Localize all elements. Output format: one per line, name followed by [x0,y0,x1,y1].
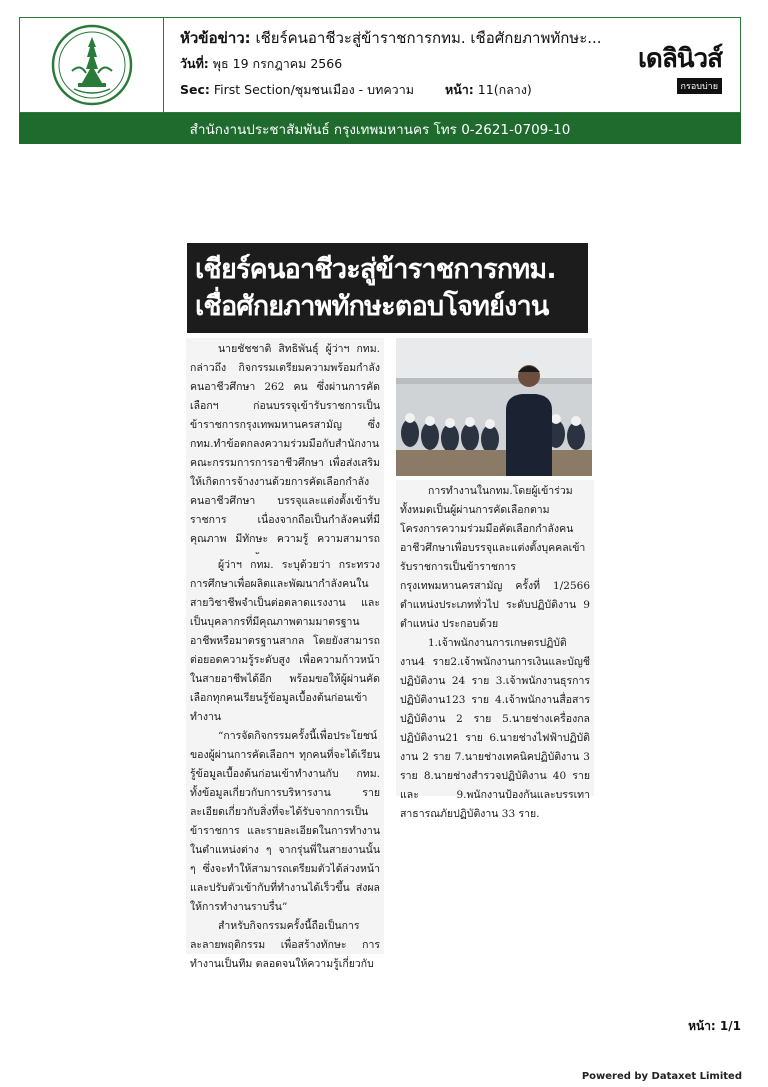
date-value: พุธ 19 กรกฎาคม 2566 [212,56,343,71]
sec-value: First Section/ชุมชนเมือง - บทความ [213,82,414,97]
brand-name: เดลินิวส์ [638,44,722,74]
article-column-1b [186,554,384,970]
headline-line-1: เชียร์คนอาชีวะสู่ข้าราชการกทม. [195,254,556,285]
date-row: วันที่: พุธ 19 กรกฎาคม 2566 [180,56,343,71]
headline-row: หัวข้อข่าว: เชียร์คนอาชีวะสู่ข้าราชการกทม. เชือศักยภาพทักษะ... [180,29,602,47]
paragraph: ผู้ว่าฯ กทม. ระบุด้วยว่า กระทรวงการศึกษาเพื่อผลิตและพัฒนากำลังคนในสายวิชาชีพจำเป็นต่อตลาดแรงงาน และเป็นบุคลากรที่มีคุณภาพตามมาตรฐานอาชีพหรือมาตรฐานสากล โดยยังสามารถต่อยอดความรู้ระดับสูง เพื่อความก้าวหน้าในสายอาชีพได้อีก พร้อมขอให้ผู้ผ่านคัดเลือกทุกคนเรียนรู้ข้อมูลเบื้องต้นก่อนเข้าทำงาน [190,559,380,723]
clipping-info [180,28,610,98]
headline-value: เชียร์คนอาชีวะสู่ข้าราชการกทม. เชือศักยภาพทักษะ... [255,29,602,47]
paragraph: สำหรับกิจกรรมครั้งนี้ถือเป็นการละลายพฤติกรรม เพื่อสร้างทักษะ การทำงานเป็นทีม ตลอดจนให้ความรู้เกี่ยวกับ [190,920,380,970]
article-column-2 [396,480,594,820]
bma-seal-icon [50,23,134,107]
photo-image [396,338,592,476]
powered-by: Powered by Dataxet Limited [581,1071,742,1082]
paragraph: การทำงานในกทม.โดยผู้เข้าร่วมทั้งหมดเป็นผู้ผ่านการคัดเลือกตามโครงการความร่วมมือคัดเลือกกำลังคนอาชีวศึกษาเพื่อบรรจุและแต่งตั้งบุคคลเข้ารับราชการเป็นข้าราชการกรุงเทพมหานครสามัญ ครั้งที่ 1/2566 ตำแหน่งประเภททั่วไป ระดับปฏิบัติงาน 9 ตำแหน่ง ประกอบด้วย [400,485,590,630]
brand-edition: กรอบบ่าย [677,78,722,94]
article-column-1a [186,338,384,566]
headline-line-2: เชื่อศักยภาพทักษะตอบโจทย์งาน [195,291,549,322]
page-value: 11(กลาง) [477,82,532,97]
article-photo [396,338,592,476]
page-count: หน้า: 1/1 [688,1019,741,1033]
clipping-header [19,17,741,113]
paragraph: นายชัชชาติ สิทธิพันธุ์ ผู้ว่าฯ กทม. กล่าวถึง กิจกรรมเตรียมความพร้อมกำลังคนอาชีวศึกษา 262 คน ซึ่งผ่านการคัดเลือกฯ ก่อนบรรจุเข้ารับราชการเป็นข้าราชการกรุงเทพมหานครสามัญ ซึ่ง กทม.ทำข้อตกลงความร่วมมือกับสำนักงานคณะกรรมการการอาชีวศึกษา เพื่อส่งเสริมให้เกิดการจ้างงานด้วยการคัดเลือกกำลังคนอาชีวศึกษา บรรจุและแต่งตั้งเข้ารับราชการ เนื่องจากถือเป็นกำลังคนที่มีคุณภาพ มีทักษะ ความรู้ ความสามารถ [190,343,380,545]
sec-row: Sec: First Section/ชุมชนเมือง - บทความ หน้า: 11(กลาง) [180,82,532,97]
newspaper-brand [617,44,722,94]
paragraph: 1.เจ้าพนักงานการเกษตรปฏิบัติงาน4 ราย2.เจ้าพนักงานการเงินและบัญชีปฏิบัติงาน 24 ราย 3.เจ้าพนักงานธุรการปฏิบัติงาน123 ราย 4.เจ้าพนักงานสื่อสารปฏิบัติงาน 2 ราย 5.นายช่างเครื่องกลปฏิบัติงาน21 ราย 6.นายช่างไฟฟ้าปฏิบัติงาน 2 ราย 7.นายช่างเทคนิคปฏิบัติงาน 3 ราย 8.นายช่างสำรวจปฏิบัติงาน 40 ราย และ 9.พนักงานป้องกันและบรรเทาสาธารณภัยปฏิบัติงาน 33 ราย. [400,637,590,820]
office-contact-bar: สำนักงานประชาสัมพันธ์ กรุงเทพมหานคร โทร 0-2621-0709-10 [19,113,741,144]
paragraph: “การจัดกิจกรรมครั้งนี้เพื่อประโยชน์ของผู้ผ่านการคัดเลือกฯ ทุกคนที่จะได้เรียนรู้ข้อมูลเบื้องต้นก่อนเข้าทำงานกับ กทม. ทั้งข้อมูลเกี่ยวกับการบริหารงาน รายละเอียดเกี่ยวกับสิ่งที่จะได้รับจากการเป็นข้าราชการ และรายละเอียดในการทำงานในตำแหน่งต่าง ๆ จากรุ่นพี่ในสายงานนั้น ๆ ซึ่งจะทำให้สามารถเตรียมตัวได้ล่วงหน้า และปรับตัวเข้ากับที่ทำงานได้เร็วขึ้น ส่งผลให้การทำงานราบรื่น” [190,730,380,913]
article-headline [187,243,588,333]
bma-logo [20,18,164,112]
